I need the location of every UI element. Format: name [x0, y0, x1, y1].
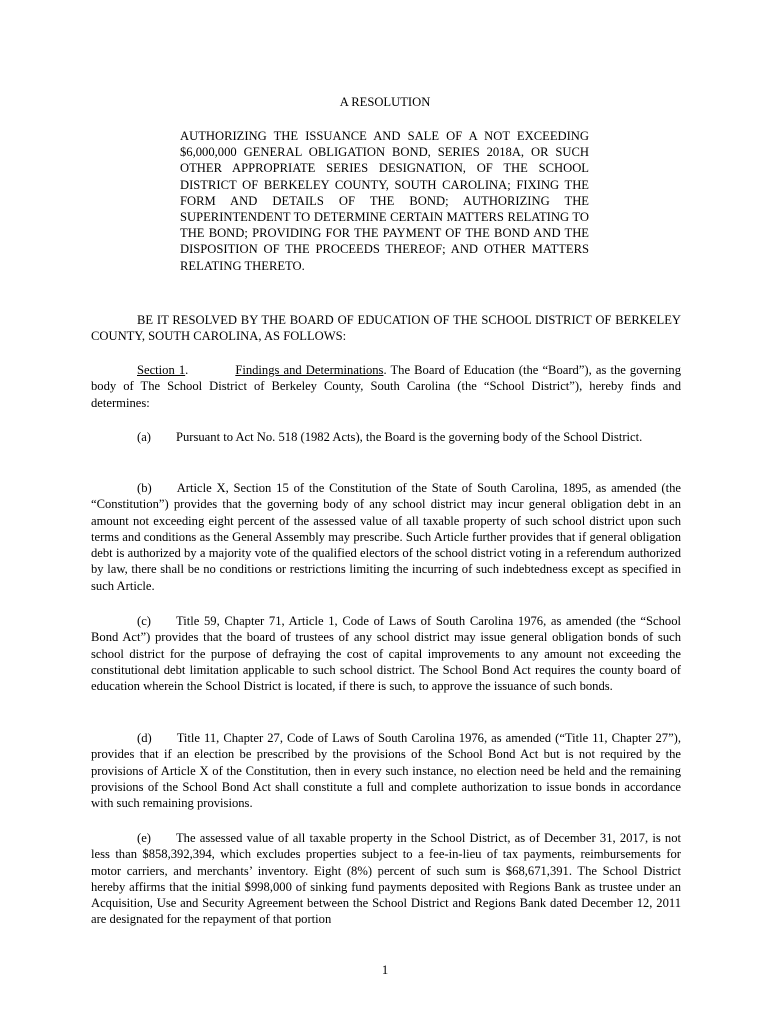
- section-1-heading: Findings and Determinations: [235, 363, 384, 377]
- page-number: 1: [381, 963, 389, 977]
- resolution-caption: AUTHORIZING THE ISSUANCE AND SALE OF A NOT EXCEEDING $6,000,000 GENERAL OBLIGATION BOND, SERIES 2018A, OR SUCH OTHER APPROPRIATE SERIES DESIGNATION, OF THE SCHOOL DISTRICT OF BERKELEY COUNTY, SOUTH CAROLINA; FIXING THE FORM AND DETAILS OF THE BOND; AUTHORIZING THE SUPERINTENDENT TO DETERMINE CERTAIN MATTERS RELATING TO THE BOND; PROVIDING FOR THE PAYMENT OF THE BOND AND THE DISPOSITION OF THE PROCEEDS THEREOF; AND OTHER MATTERS RELATING THERETO.: [180, 129, 589, 273]
- section-1-label-period: .: [185, 363, 189, 377]
- finding-paragraph-a: [91, 429, 681, 445]
- finding-text: Pursuant to Act No. 518 (1982 Acts), the Board is the governing body of the School District.: [175, 430, 643, 444]
- finding-paragraph-e: [91, 830, 681, 928]
- section-1-heading-period: .: [383, 363, 391, 377]
- finding-text: Title 11, Chapter 27, Code of Laws of South Carolina 1976, as amended (“Title 11, Chapter 27”), provides that if an election be prescribed by the provisions of the School Bond Act but is not required by the provisions of Article X of the Constitution, then in every such instance, no election need be held and the remaining provisions of the School Bond Act shall constitute a full and complete authorization to issue bonds in accordance with such remaining provisions.: [91, 731, 681, 811]
- finding-paragraph-b: [91, 480, 681, 594]
- section-1-label: Section 1: [137, 363, 186, 377]
- finding-marker: (b): [137, 481, 152, 495]
- finding-text: Article X, Section 15 of the Constitution of the State of South Carolina, 1895, as amended (the “Constitution”) provides that the governing body of any school district may incur general obligation debt in an amount not exceeding eight percent of the assessed value of all taxable property of such school district upon such terms and conditions as the General Assembly may prescribe. Such Article further provides that if general obligation debt is authorized by a majority vote of the qualified electors of the school district voting in a referendum authorized by law, there shall be no conditions or restrictions limiting the incurring of such indebtedness except as specified in such Article.: [91, 481, 681, 593]
- finding-marker: (a): [137, 430, 151, 444]
- finding-marker: (e): [137, 831, 151, 845]
- finding-paragraph-c: [91, 613, 681, 694]
- resolved-clause: [91, 312, 681, 345]
- resolution-title: A RESOLUTION: [339, 95, 431, 109]
- section-1-paragraph: [91, 362, 681, 411]
- finding-marker: (d): [137, 731, 152, 745]
- section-1-text: The Board of Education (the “Board”), as the governing body of The School District of Berkeley County, South Carolina (the “School District”), hereby finds and determines:: [91, 363, 681, 410]
- finding-text: The assessed value of all taxable property in the School District, as of December 31, 2017, is not less than $858,392,394, which excludes properties subject to a fee-in-lieu of tax payments, reimbursements for motor carriers, and merchants’ inventory. Eight (8%) percent of such sum is $68,671,391. The School District hereby affirms that the initial $998,000 of sinking fund payments deposited with Regions Bank as trustee under an Acquisition, Use and Security Agreement between the School District and Regions Bank dated December 12, 2011 are designated for the repayment of that portion: [91, 831, 681, 927]
- finding-marker: (c): [137, 614, 151, 628]
- resolved-clause-text: BE IT RESOLVED BY THE BOARD OF EDUCATION OF THE SCHOOL DISTRICT OF BERKELEY COUNTY, SOUTH CAROLINA, AS FOLLOWS:: [91, 313, 681, 344]
- finding-paragraph-d: [91, 730, 681, 811]
- finding-text: Title 59, Chapter 71, Article 1, Code of Laws of South Carolina 1976, as amended (the “School Bond Act”) provides that the board of trustees of any school district may issue general obligation bonds of such school district for the purpose of defraying the cost of capital improvements to any amount not exceeding the constitutional debt limitation applicable to such school district. The School Bond Act requires the county board of education wherein the School District is located, if there is such, to approve the issuance of such bonds.: [91, 614, 681, 694]
